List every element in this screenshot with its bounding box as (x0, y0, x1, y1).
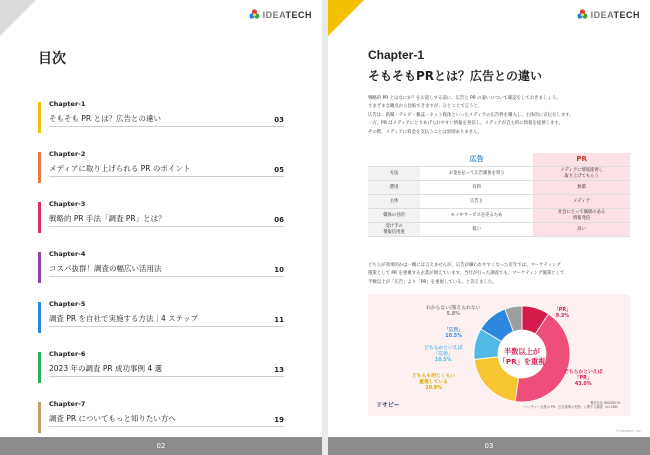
table-row (368, 208, 630, 222)
toc-page (0, 0, 322, 455)
table-row (368, 222, 630, 236)
toc-page-number: 06 (274, 216, 284, 224)
toc-chapter-label: Chapter-3 (49, 200, 86, 208)
toc-item[interactable] (38, 150, 284, 196)
table-row (368, 194, 630, 208)
chapter-title: そもそもPRとは？広告との違い (368, 69, 543, 83)
table-cell-ad: モノやサービスを売るため (420, 208, 533, 222)
chart-source: 株式会社 IDEATECH 「ベンチャー企業の PR・広告施策の実態」に関する調査（n=160） (521, 401, 620, 410)
chapter-color-bar (38, 402, 41, 433)
toc-chapter-label: Chapter-7 (49, 400, 86, 408)
table-cell-label: 受け手の 情報信用度 (368, 222, 420, 236)
table-cell-pr: メディアに情報提供し 取り上げてもらう (533, 166, 630, 180)
ideatech-logo: IDEATECH (577, 9, 640, 20)
table-cell-pr: 無償 (533, 180, 630, 194)
toc-item-title: そもそも PR とは？広告との違い (49, 114, 162, 123)
toc-page-number: 11 (274, 316, 284, 324)
toc-page-number: 13 (274, 366, 284, 374)
toc-chapter-label: Chapter-1 (49, 100, 86, 108)
chapter-page (328, 0, 650, 455)
toc-item-title: 2023 年の調査 PR 成功事例 4 選 (49, 364, 163, 373)
toc-item[interactable] (38, 300, 284, 346)
toc-item[interactable] (38, 250, 284, 296)
page-number: 03 (328, 437, 650, 455)
comparison-table (368, 153, 630, 237)
toc-chapter-label: Chapter-5 (49, 300, 86, 308)
label-ad: 「広告」 10.5% (444, 328, 464, 339)
toc-item-title: 戦略的 PR 手法「調査 PR」とは？ (49, 214, 166, 223)
intro-text: 戦略的 PR とはなにか？をお話しする前に、広告と PR の違いについて確認をしておきましょう。 さまざまな観点から比較できますが、ひとことで言うと、 広告は、新聞・テレビ・雑誌・ネット媒体といったメディアの広告枠を購入し、主体的に宣伝をします。 一方、PR はメディアにとりあげられやすい情報を発信し、メディアが自主的に情報を提供します。 その際、メディアに料金を支払うことは原則ありません。 (368, 96, 574, 135)
toc-item[interactable] (38, 200, 284, 246)
toc-page-number: 03 (274, 116, 284, 124)
label-lean-ad: どちらかといえば 「広告」 10.5% (424, 346, 463, 363)
table-cell-pr: メディア (533, 194, 630, 208)
toc-chapter-label: Chapter-2 (49, 150, 86, 158)
label-pr: 「PR」 9.3% (554, 308, 571, 319)
chapter-color-bar (38, 352, 41, 383)
table-row (368, 180, 630, 194)
survey-pie-chart (368, 294, 630, 416)
label-same: どちらも同じくらい 重視している 20.9% (412, 374, 456, 391)
corner-decoration (0, 0, 36, 36)
table-cell-label: 費用 (368, 180, 420, 194)
corner-decoration (328, 0, 364, 36)
chapter-label: Chapter-1 (368, 48, 425, 62)
toc-title: 目次 (38, 51, 66, 67)
chapter-color-bar (38, 302, 41, 333)
toc-page-number: 05 (274, 166, 284, 174)
table-row (368, 166, 630, 180)
chart-center-label: 半数以上が 「PR」を重視 (498, 347, 546, 366)
table-cell-pr: 社会にとって価値のある 情報発信 (533, 208, 630, 222)
toc-item-title: コスパ抜群！調査の幅広い活用法 (49, 264, 162, 273)
label-lean-pr: どちらかといえば 「PR」 43.0% (564, 370, 603, 387)
toc-item-title: メディアに取り上げられる PR のポイント (49, 164, 191, 173)
table-cell-ad: お金を払って広告媒体を買う (420, 166, 533, 180)
table-cell-ad: 広告主 (420, 194, 533, 208)
chapter-color-bar (38, 252, 41, 283)
page-number: 02 (0, 437, 322, 455)
header-pr: PR (533, 153, 630, 166)
chapter-color-bar (38, 202, 41, 233)
table-cell-label: 主体 (368, 194, 420, 208)
toc-item-title: 調査 PR を自社で実施する方法｜4 ステップ (49, 314, 199, 323)
copyright: ©ideatech inc. (615, 429, 642, 433)
table-cell-pr: 高い (533, 222, 630, 236)
toc-chapter-label: Chapter-6 (49, 350, 86, 358)
toc-page-number: 10 (274, 266, 284, 274)
table-cell-label: 媒体の目的 (368, 208, 420, 222)
logo-icon (249, 9, 260, 20)
toc-item-title: 調査 PR についてもっと知りたい方へ (49, 414, 176, 423)
table-cell-ad: 有料 (420, 180, 533, 194)
label-unknown: わからない/答えられない 5.8% (426, 306, 481, 317)
table-cell-ad: 低い (420, 222, 533, 236)
toc-item[interactable] (38, 350, 284, 396)
body-text: どちらが効果的かは一概には言えませんが、広告が嫌われやすくなった近年では、マーケティング 施策として PR を重視する企業が増えています。当社が行った調査でも、マーケティング施策として 半数以上が「広告」より「PR」を重視している、と答えました。 (368, 263, 565, 285)
header-ad: 広告 (420, 153, 533, 166)
toc-page-number: 19 (274, 416, 284, 424)
risapi-logo: リサピー (376, 402, 400, 409)
chapter-color-bar (38, 152, 41, 183)
table-cell-label: 方法 (368, 166, 420, 180)
toc-item[interactable] (38, 100, 284, 146)
toc-list (38, 96, 284, 446)
chapter-color-bar (38, 102, 41, 133)
ideatech-logo: IDEATECH (249, 9, 312, 20)
toc-chapter-label: Chapter-4 (49, 250, 86, 258)
logo-icon (577, 9, 588, 20)
